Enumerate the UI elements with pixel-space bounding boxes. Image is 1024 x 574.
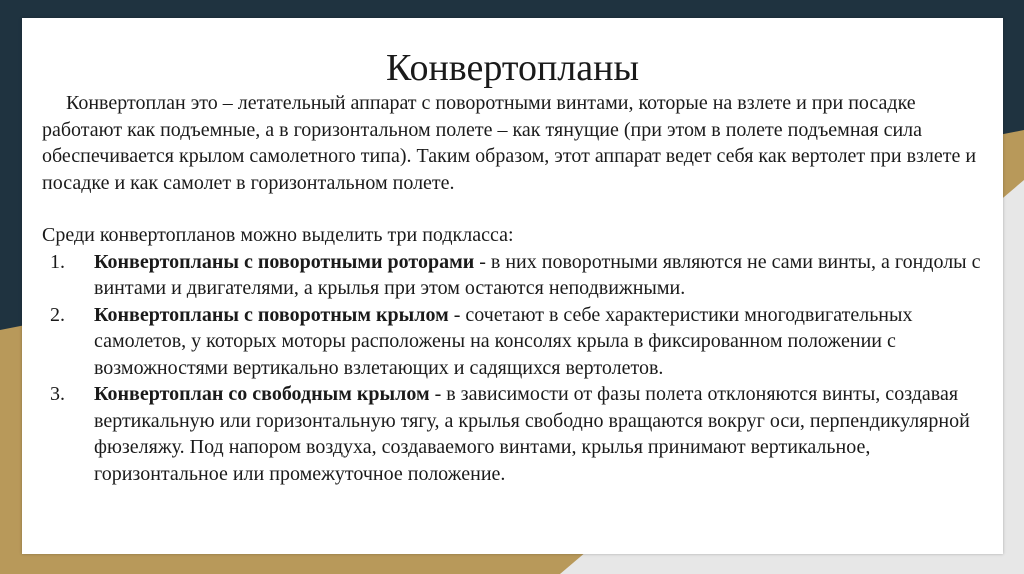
list-item xyxy=(42,302,992,382)
paragraph-spacer xyxy=(42,196,992,222)
subclass-list xyxy=(42,249,992,488)
list-item-description: - в зависимости от фазы полета отклоняются винты, создавая вертикальную или горизонтальную тягу, а крылья свободно вращаются вокруг оси, перпендикулярной фюзеляжу. Под напором воздуха, создаваемого винтами, крылья принимают вертикальное, горизонтальное или промежуточное положение. xyxy=(94,383,970,485)
list-item-description: - сочетают в себе характеристики многодвигательных самолетов, у которых моторы расположены на консолях крыла в фиксированном положении с возможностями вертикально взлетающих и садящихся вертолетов. xyxy=(94,303,913,379)
definition-paragraph: Конвертоплан это – летательный аппарат с поворотными винтами, которые на взлете и при посадке работают как подъемные, а в горизонтальном полете – как тянущие (при этом в полете подъемная сила обеспечивается крылом самолетного типа). Таким образом, этот аппарат ведет себя как вертолет при взлете и посадке и как самолет в горизонтальном полете. xyxy=(42,92,977,194)
list-item-number: 3. xyxy=(50,383,65,405)
slide-content xyxy=(42,90,992,487)
slide-title: Конвертопланы xyxy=(385,47,639,89)
list-item-description: - в них поворотными являются не сами винты, а гондолы с винтами и двигателями, а крылья при этом остаются неподвижными. xyxy=(94,250,981,299)
list-item-number: 2. xyxy=(50,303,65,326)
list-item-term: Конвертопланы с поворотными роторами xyxy=(94,250,475,273)
list-item-term: Конвертопланы с поворотным крылом xyxy=(94,303,449,326)
list-item-number: 1. xyxy=(50,250,65,273)
list-item-term: Конвертоплан со свободным крылом xyxy=(94,383,430,405)
slide-panel xyxy=(22,18,1003,554)
list-item xyxy=(42,249,992,302)
intro-text: Среди конвертопланов можно выделить три подкласса: xyxy=(42,224,514,246)
list-item xyxy=(42,381,992,487)
